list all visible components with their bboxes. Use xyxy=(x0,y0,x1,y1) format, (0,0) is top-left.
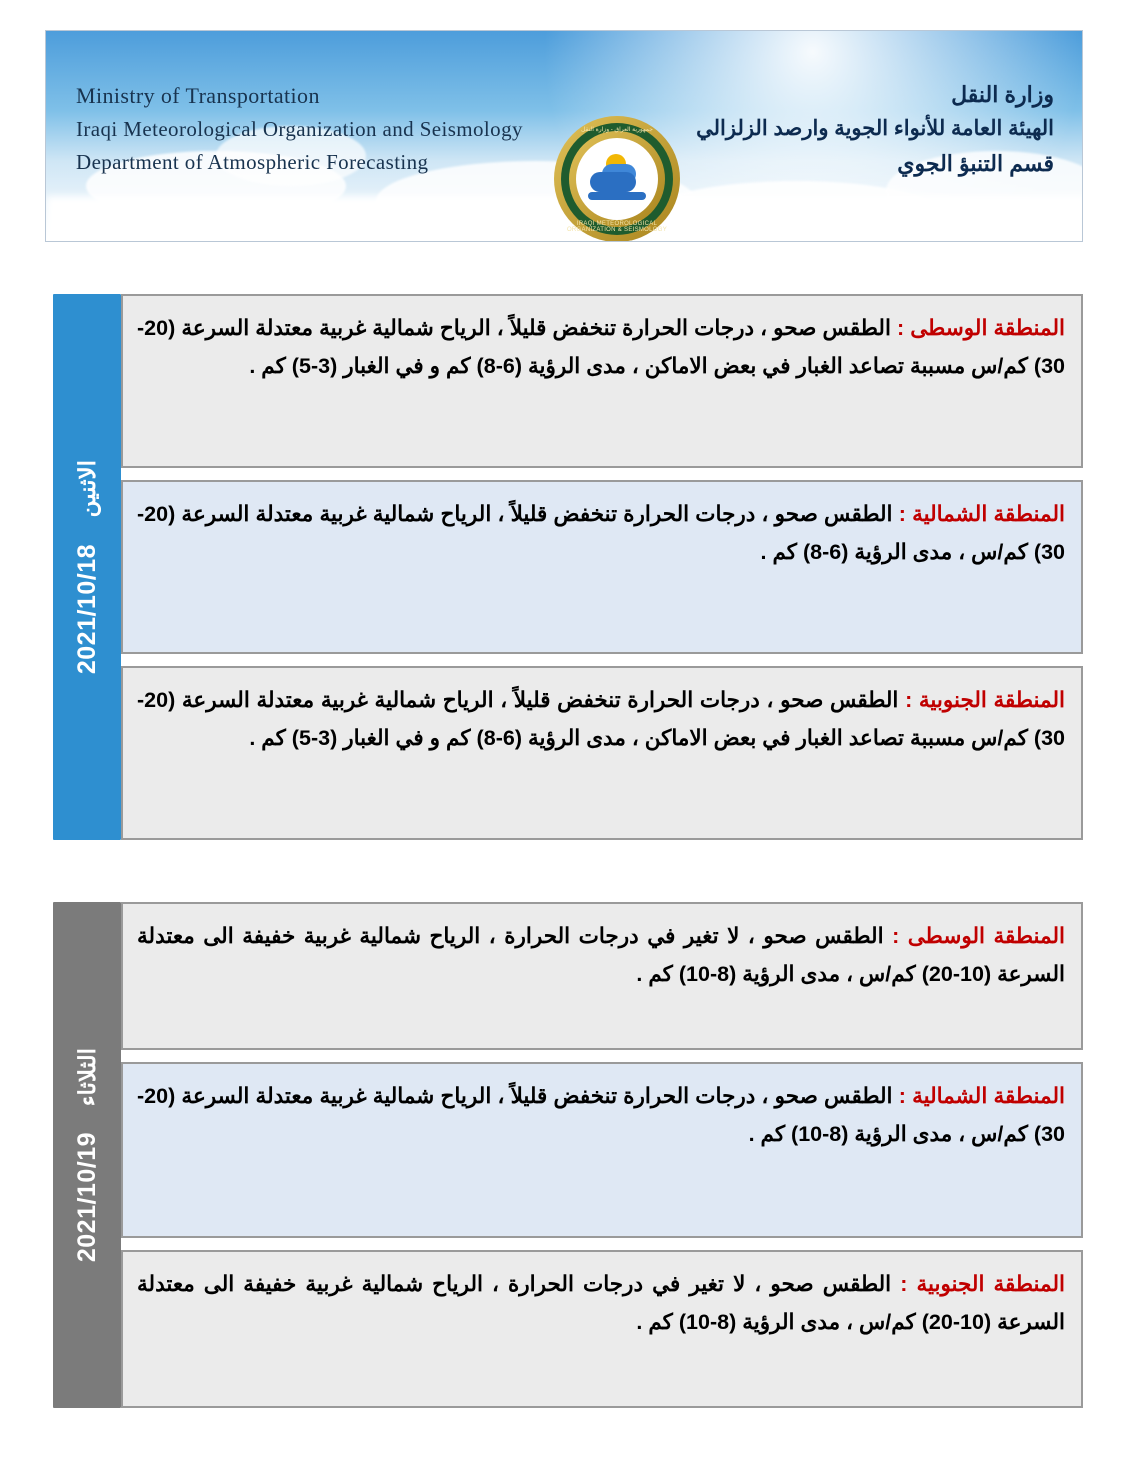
region-separator: : xyxy=(905,688,913,712)
region-forecast-text: الطقس صحو ، لا تغير في درجات الحرارة ، الرياح شمالية غربية خفيفة الى معتدلة السرعة (10-20) كم/س ، مدى الرؤية (8-10) كم . xyxy=(137,924,1065,986)
region-label: المنطقة الشمالية xyxy=(912,1084,1065,1108)
region-separator: : xyxy=(892,924,900,948)
region-card-list xyxy=(121,294,1083,840)
forecast-day-block xyxy=(45,902,1083,1408)
region-card xyxy=(121,666,1083,840)
department-name-ar: قسم التنبؤ الجوي xyxy=(897,150,1054,176)
organization-name-ar: الهيئة العامة للأنواء الجوية وارصد الزلزالي xyxy=(696,117,1054,141)
day-name-label: الاثنين xyxy=(73,460,100,518)
region-forecast-text: الطقس صحو ، درجات الحرارة تنخفض قليلاً ، الرياح شمالية غربية معتدلة السرعة (20-30) كم/س ، مدى الرؤية (6-8) كم . xyxy=(137,502,1065,564)
region-card xyxy=(121,1062,1083,1238)
region-label: المنطقة الشمالية xyxy=(912,502,1065,526)
day-date-column xyxy=(53,902,121,1408)
day-name-label: الثلاثاء xyxy=(73,1047,100,1107)
region-card xyxy=(121,1250,1083,1408)
region-forecast-text: الطقس صحو ، درجات الحرارة تنخفض قليلاً ، الرياح شمالية غربية معتدلة السرعة (20-30) كم/س مسببة تصاعد الغبار في بعض الاماكن ، مدى الرؤية (6-8) كم و في الغبار (3-5) كم . xyxy=(137,688,1065,750)
region-label: المنطقة الجنوبية xyxy=(918,688,1065,712)
day-date-label: 2021/10/18 xyxy=(72,543,101,674)
region-card xyxy=(121,902,1083,1050)
region-card xyxy=(121,294,1083,468)
region-label: المنطقة الوسطى xyxy=(907,924,1065,948)
wave-icon xyxy=(588,192,646,200)
cloud-icon xyxy=(590,172,636,192)
header-banner xyxy=(45,30,1083,242)
region-label: المنطقة الجنوبية xyxy=(916,1272,1065,1296)
ministry-name-en: Ministry of Transportation xyxy=(76,83,320,108)
logo-top-text: جمهورية العراق - وزارة النقل xyxy=(581,127,653,133)
forecast-day-block xyxy=(45,294,1083,840)
region-label: المنطقة الوسطى xyxy=(910,316,1065,340)
region-card xyxy=(121,480,1083,654)
region-separator: : xyxy=(898,502,906,526)
region-forecast-text: الطقس صحو ، درجات الحرارة تنخفض قليلاً ، الرياح شمالية غربية معتدلة السرعة (20-30) كم/س مسببة تصاعد الغبار في بعض الاماكن ، مدى الرؤية (6-8) كم و في الغبار (3-5) كم . xyxy=(137,316,1065,378)
organization-logo-icon xyxy=(554,116,680,242)
region-separator: : xyxy=(898,1084,906,1108)
ministry-name-ar: وزارة النقل xyxy=(951,82,1054,107)
day-date-label: 2021/10/19 xyxy=(72,1132,101,1263)
region-forecast-text: الطقس صحو ، درجات الحرارة تنخفض قليلاً ، الرياح شمالية غربية معتدلة السرعة (20-30) كم/س ، مدى الرؤية (8-10) كم . xyxy=(137,1084,1065,1146)
day-date-column xyxy=(53,294,121,840)
header-arabic-titles xyxy=(696,77,1054,181)
logo-bottom-text: IRAQI METEOROLOGICAL ORGANIZATION & SEISMOLOGY xyxy=(566,221,668,233)
region-separator: : xyxy=(900,1272,908,1296)
department-name-en: Department of Atmospheric Forecasting xyxy=(76,149,429,174)
region-separator: : xyxy=(896,316,905,340)
region-card-list xyxy=(121,902,1083,1408)
region-forecast-text: الطقس صحو ، لا تغير في درجات الحرارة ، الرياح شمالية غربية خفيفة الى معتدلة السرعة (10-20) كم/س ، مدى الرؤية (8-10) كم . xyxy=(137,1272,1065,1334)
header-english-titles xyxy=(76,79,523,178)
organization-name-en: Iraqi Meteorological Organization and Seismology xyxy=(76,117,523,142)
